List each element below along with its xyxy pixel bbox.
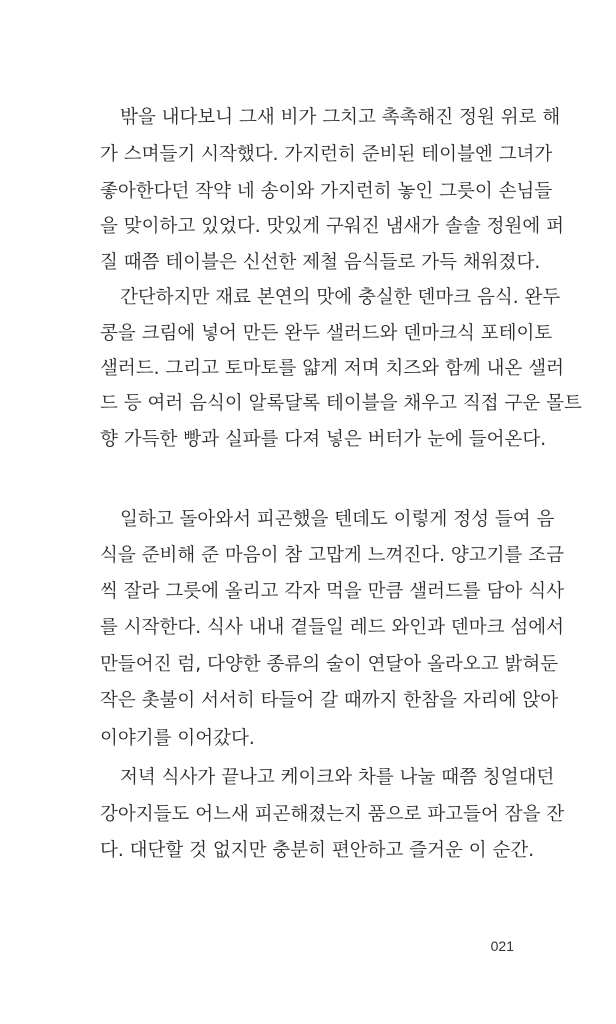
text-line: 을 맞이하고 있었다. 맛있게 구워진 냄새가 솔솔 정원에 퍼 <box>100 216 564 237</box>
text-line: 질 때쯤 테이블은 신선한 제철 음식들로 가득 채워졌다. <box>100 252 541 273</box>
text-line: 좋아한다던 작약 네 송이와 가지런히 놓인 그릇이 손님들 <box>100 181 553 202</box>
text-line: 일하고 돌아와서 피곤했을 텐데도 이렇게 정성 들여 음 <box>120 509 555 530</box>
text-line: 만들어진 럼, 다양한 종류의 술이 연달아 올라오고 밝혀둔 <box>100 654 559 675</box>
text-line: 향 가득한 빵과 실파를 다져 넣은 버터가 눈에 들어온다. <box>100 429 547 450</box>
text-line: 저녁 식사가 끝나고 케이크와 차를 나눌 때쯤 칭얼대던 <box>120 767 555 788</box>
text-line: 씩 잘라 그릇에 올리고 각자 먹을 만큼 샐러드를 담아 식사 <box>100 581 564 602</box>
text-line: 작은 촛불이 서서히 타들어 갈 때까지 한참을 자리에 앉아 <box>100 690 559 711</box>
text-line: 드 등 여러 음식이 알록달록 테이블을 채우고 직접 구운 몰트 <box>100 393 582 414</box>
text-line: 를 시작한다. 식사 내내 곁들일 레드 와인과 덴마크 섬에서 <box>100 617 564 638</box>
page-number: 021 <box>490 938 514 954</box>
text-line: 가 스며들기 시작했다. 가지런히 준비된 테이블엔 그녀가 <box>100 144 553 165</box>
text-line: 식을 준비해 준 마음이 참 고맙게 느껴진다. 양고기를 조금 <box>100 545 564 566</box>
text-line: 콩을 크림에 넣어 만든 완두 샐러드와 덴마크식 포테이토 <box>100 323 553 344</box>
text-line: 밖을 내다보니 그새 비가 그치고 촉촉해진 정원 위로 해 <box>120 107 561 128</box>
text-line: 강아지들도 어느새 피곤해졌는지 품으로 파고들어 잠을 잔 <box>100 804 565 825</box>
text-line: 간단하지만 재료 본연의 맛에 충실한 덴마크 음식. 완두 <box>120 287 561 308</box>
text-line: 이야기를 이어갔다. <box>100 728 255 749</box>
text-line: 샐러드. 그리고 토마토를 얇게 저며 치즈와 함께 내온 샐러 <box>100 358 564 379</box>
text-line: 다. 대단할 것 없지만 충분히 편안하고 즐거운 이 순간. <box>100 840 535 861</box>
